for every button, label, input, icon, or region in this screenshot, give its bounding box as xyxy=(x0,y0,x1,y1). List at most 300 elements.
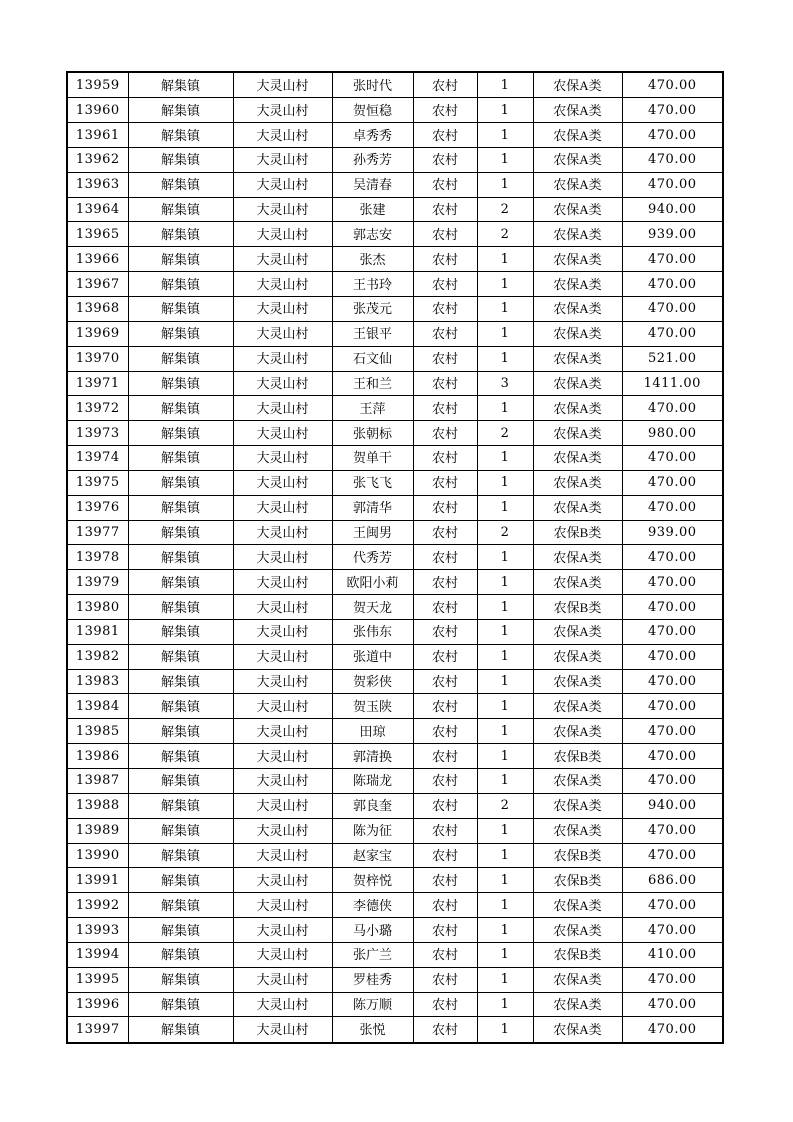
cell-town: 解集镇 xyxy=(128,446,233,471)
cell-person-count: 1 xyxy=(477,446,533,471)
cell-village: 大灵山村 xyxy=(233,570,332,595)
cell-town: 解集镇 xyxy=(128,545,233,570)
table-row xyxy=(67,595,723,620)
cell-serial-number: 13960 xyxy=(67,98,128,123)
cell-town: 解集镇 xyxy=(128,296,233,321)
cell-serial-number: 13981 xyxy=(67,619,128,644)
table-row xyxy=(67,1017,723,1043)
cell-insurance-category: 农保A类 xyxy=(533,918,622,943)
cell-serial-number: 13963 xyxy=(67,172,128,197)
cell-household-type: 农村 xyxy=(413,346,477,371)
cell-household-type: 农村 xyxy=(413,197,477,222)
cell-person-count: 2 xyxy=(477,520,533,545)
cell-insurance-category: 农保B类 xyxy=(533,942,622,967)
cell-household-type: 农村 xyxy=(413,545,477,570)
cell-insurance-category: 农保A类 xyxy=(533,619,622,644)
cell-person-count: 1 xyxy=(477,321,533,346)
cell-insurance-category: 农保A类 xyxy=(533,719,622,744)
cell-insurance-category: 农保A类 xyxy=(533,793,622,818)
cell-serial-number: 13987 xyxy=(67,769,128,794)
table-row xyxy=(67,98,723,123)
cell-serial-number: 13959 xyxy=(67,72,128,98)
table-row xyxy=(67,967,723,992)
cell-person-name: 贺天龙 xyxy=(332,595,413,620)
cell-household-type: 农村 xyxy=(413,644,477,669)
cell-serial-number: 13966 xyxy=(67,247,128,272)
cell-person-name: 贺彩侠 xyxy=(332,669,413,694)
cell-amount: 470.00 xyxy=(622,247,723,272)
cell-person-count: 2 xyxy=(477,793,533,818)
record-table-body xyxy=(67,72,723,1043)
cell-household-type: 农村 xyxy=(413,918,477,943)
cell-household-type: 农村 xyxy=(413,669,477,694)
cell-amount: 470.00 xyxy=(622,446,723,471)
cell-household-type: 农村 xyxy=(413,495,477,520)
cell-town: 解集镇 xyxy=(128,72,233,98)
cell-town: 解集镇 xyxy=(128,172,233,197)
cell-amount: 470.00 xyxy=(622,147,723,172)
cell-town: 解集镇 xyxy=(128,222,233,247)
cell-person-count: 1 xyxy=(477,769,533,794)
table-row xyxy=(67,396,723,421)
cell-household-type: 农村 xyxy=(413,396,477,421)
cell-person-count: 1 xyxy=(477,868,533,893)
cell-person-name: 张时代 xyxy=(332,72,413,98)
cell-person-count: 1 xyxy=(477,147,533,172)
table-row xyxy=(67,72,723,98)
cell-amount: 470.00 xyxy=(622,744,723,769)
cell-village: 大灵山村 xyxy=(233,72,332,98)
cell-village: 大灵山村 xyxy=(233,793,332,818)
table-row xyxy=(67,446,723,471)
cell-serial-number: 13989 xyxy=(67,818,128,843)
table-row xyxy=(67,992,723,1017)
cell-person-count: 1 xyxy=(477,346,533,371)
cell-village: 大灵山村 xyxy=(233,98,332,123)
cell-town: 解集镇 xyxy=(128,992,233,1017)
cell-household-type: 农村 xyxy=(413,520,477,545)
cell-amount: 686.00 xyxy=(622,868,723,893)
cell-village: 大灵山村 xyxy=(233,296,332,321)
cell-serial-number: 13974 xyxy=(67,446,128,471)
cell-person-count: 1 xyxy=(477,669,533,694)
table-row xyxy=(67,719,723,744)
cell-amount: 470.00 xyxy=(622,669,723,694)
cell-village: 大灵山村 xyxy=(233,396,332,421)
cell-insurance-category: 农保A类 xyxy=(533,247,622,272)
cell-serial-number: 13982 xyxy=(67,644,128,669)
cell-person-name: 王闽男 xyxy=(332,520,413,545)
table-row xyxy=(67,520,723,545)
table-row xyxy=(67,172,723,197)
cell-insurance-category: 农保B类 xyxy=(533,843,622,868)
cell-person-name: 张道中 xyxy=(332,644,413,669)
cell-amount: 470.00 xyxy=(622,893,723,918)
table-row xyxy=(67,570,723,595)
cell-village: 大灵山村 xyxy=(233,272,332,297)
cell-person-count: 1 xyxy=(477,918,533,943)
cell-town: 解集镇 xyxy=(128,247,233,272)
cell-village: 大灵山村 xyxy=(233,644,332,669)
cell-insurance-category: 农保A类 xyxy=(533,396,622,421)
cell-household-type: 农村 xyxy=(413,694,477,719)
cell-household-type: 农村 xyxy=(413,619,477,644)
cell-village: 大灵山村 xyxy=(233,446,332,471)
cell-amount: 470.00 xyxy=(622,321,723,346)
cell-person-count: 1 xyxy=(477,247,533,272)
cell-serial-number: 13997 xyxy=(67,1017,128,1043)
cell-amount: 470.00 xyxy=(622,992,723,1017)
cell-village: 大灵山村 xyxy=(233,669,332,694)
cell-serial-number: 13969 xyxy=(67,321,128,346)
cell-household-type: 农村 xyxy=(413,893,477,918)
cell-serial-number: 13990 xyxy=(67,843,128,868)
cell-person-name: 陈瑞龙 xyxy=(332,769,413,794)
cell-person-name: 王银平 xyxy=(332,321,413,346)
cell-serial-number: 13962 xyxy=(67,147,128,172)
cell-town: 解集镇 xyxy=(128,793,233,818)
cell-person-count: 1 xyxy=(477,545,533,570)
cell-insurance-category: 农保A类 xyxy=(533,495,622,520)
cell-household-type: 农村 xyxy=(413,371,477,396)
cell-person-count: 1 xyxy=(477,595,533,620)
cell-person-count: 2 xyxy=(477,222,533,247)
cell-serial-number: 13976 xyxy=(67,495,128,520)
cell-village: 大灵山村 xyxy=(233,868,332,893)
cell-household-type: 农村 xyxy=(413,570,477,595)
cell-person-name: 张建 xyxy=(332,197,413,222)
cell-amount: 940.00 xyxy=(622,197,723,222)
cell-amount: 470.00 xyxy=(622,1017,723,1043)
cell-household-type: 农村 xyxy=(413,769,477,794)
cell-household-type: 农村 xyxy=(413,98,477,123)
cell-person-name: 罗桂秀 xyxy=(332,967,413,992)
cell-amount: 470.00 xyxy=(622,123,723,148)
cell-person-name: 陈万顺 xyxy=(332,992,413,1017)
cell-town: 解集镇 xyxy=(128,346,233,371)
cell-household-type: 农村 xyxy=(413,843,477,868)
table-row xyxy=(67,545,723,570)
table-row xyxy=(67,843,723,868)
cell-serial-number: 13964 xyxy=(67,197,128,222)
cell-insurance-category: 农保A类 xyxy=(533,421,622,446)
cell-serial-number: 13992 xyxy=(67,893,128,918)
cell-town: 解集镇 xyxy=(128,98,233,123)
cell-serial-number: 13972 xyxy=(67,396,128,421)
cell-serial-number: 13968 xyxy=(67,296,128,321)
table-row xyxy=(67,346,723,371)
cell-amount: 470.00 xyxy=(622,296,723,321)
cell-serial-number: 13996 xyxy=(67,992,128,1017)
cell-town: 解集镇 xyxy=(128,1017,233,1043)
cell-amount: 470.00 xyxy=(622,843,723,868)
cell-serial-number: 13967 xyxy=(67,272,128,297)
cell-person-name: 贺梓悦 xyxy=(332,868,413,893)
cell-town: 解集镇 xyxy=(128,669,233,694)
cell-insurance-category: 农保A类 xyxy=(533,147,622,172)
cell-village: 大灵山村 xyxy=(233,967,332,992)
cell-insurance-category: 农保A类 xyxy=(533,272,622,297)
cell-insurance-category: 农保A类 xyxy=(533,446,622,471)
cell-person-count: 2 xyxy=(477,197,533,222)
table-row xyxy=(67,495,723,520)
cell-person-count: 1 xyxy=(477,470,533,495)
cell-household-type: 农村 xyxy=(413,321,477,346)
cell-serial-number: 13994 xyxy=(67,942,128,967)
cell-person-name: 张茂元 xyxy=(332,296,413,321)
table-row xyxy=(67,272,723,297)
cell-amount: 1411.00 xyxy=(622,371,723,396)
cell-insurance-category: 农保A类 xyxy=(533,570,622,595)
cell-serial-number: 13995 xyxy=(67,967,128,992)
cell-amount: 939.00 xyxy=(622,222,723,247)
cell-amount: 470.00 xyxy=(622,272,723,297)
table-row xyxy=(67,470,723,495)
cell-serial-number: 13977 xyxy=(67,520,128,545)
cell-person-count: 2 xyxy=(477,421,533,446)
cell-insurance-category: 农保A类 xyxy=(533,98,622,123)
cell-household-type: 农村 xyxy=(413,72,477,98)
cell-village: 大灵山村 xyxy=(233,992,332,1017)
cell-village: 大灵山村 xyxy=(233,719,332,744)
table-row xyxy=(67,123,723,148)
cell-town: 解集镇 xyxy=(128,321,233,346)
cell-town: 解集镇 xyxy=(128,570,233,595)
table-row xyxy=(67,371,723,396)
cell-town: 解集镇 xyxy=(128,272,233,297)
cell-household-type: 农村 xyxy=(413,942,477,967)
cell-serial-number: 13983 xyxy=(67,669,128,694)
cell-person-count: 1 xyxy=(477,967,533,992)
cell-serial-number: 13965 xyxy=(67,222,128,247)
cell-serial-number: 13978 xyxy=(67,545,128,570)
cell-person-count: 1 xyxy=(477,123,533,148)
cell-village: 大灵山村 xyxy=(233,321,332,346)
cell-village: 大灵山村 xyxy=(233,818,332,843)
cell-village: 大灵山村 xyxy=(233,172,332,197)
cell-person-count: 1 xyxy=(477,843,533,868)
cell-person-name: 吴清春 xyxy=(332,172,413,197)
cell-person-name: 郭良奎 xyxy=(332,793,413,818)
cell-insurance-category: 农保A类 xyxy=(533,769,622,794)
cell-insurance-category: 农保A类 xyxy=(533,1017,622,1043)
table-row xyxy=(67,694,723,719)
cell-town: 解集镇 xyxy=(128,396,233,421)
cell-serial-number: 13986 xyxy=(67,744,128,769)
cell-person-name: 李德侠 xyxy=(332,893,413,918)
cell-village: 大灵山村 xyxy=(233,495,332,520)
cell-amount: 980.00 xyxy=(622,421,723,446)
cell-insurance-category: 农保A类 xyxy=(533,818,622,843)
cell-insurance-category: 农保B类 xyxy=(533,595,622,620)
cell-town: 解集镇 xyxy=(128,197,233,222)
cell-household-type: 农村 xyxy=(413,272,477,297)
cell-person-name: 代秀芳 xyxy=(332,545,413,570)
cell-village: 大灵山村 xyxy=(233,470,332,495)
cell-insurance-category: 农保B类 xyxy=(533,520,622,545)
cell-village: 大灵山村 xyxy=(233,545,332,570)
cell-person-name: 贺玉陕 xyxy=(332,694,413,719)
cell-person-count: 1 xyxy=(477,694,533,719)
cell-insurance-category: 农保A类 xyxy=(533,967,622,992)
cell-person-name: 张杰 xyxy=(332,247,413,272)
table-row xyxy=(67,868,723,893)
cell-insurance-category: 农保A类 xyxy=(533,197,622,222)
cell-serial-number: 13988 xyxy=(67,793,128,818)
cell-serial-number: 13971 xyxy=(67,371,128,396)
cell-person-name: 马小璐 xyxy=(332,918,413,943)
cell-village: 大灵山村 xyxy=(233,843,332,868)
cell-household-type: 农村 xyxy=(413,470,477,495)
cell-person-count: 1 xyxy=(477,1017,533,1043)
cell-amount: 470.00 xyxy=(622,595,723,620)
cell-serial-number: 13984 xyxy=(67,694,128,719)
cell-household-type: 农村 xyxy=(413,222,477,247)
cell-town: 解集镇 xyxy=(128,719,233,744)
cell-household-type: 农村 xyxy=(413,967,477,992)
cell-insurance-category: 农保A类 xyxy=(533,694,622,719)
cell-village: 大灵山村 xyxy=(233,619,332,644)
cell-person-count: 3 xyxy=(477,371,533,396)
cell-person-name: 张飞飞 xyxy=(332,470,413,495)
table-row xyxy=(67,744,723,769)
cell-amount: 470.00 xyxy=(622,644,723,669)
cell-amount: 410.00 xyxy=(622,942,723,967)
cell-town: 解集镇 xyxy=(128,470,233,495)
table-row xyxy=(67,769,723,794)
cell-amount: 470.00 xyxy=(622,396,723,421)
cell-amount: 470.00 xyxy=(622,918,723,943)
cell-person-count: 1 xyxy=(477,72,533,98)
table-row xyxy=(67,918,723,943)
cell-household-type: 农村 xyxy=(413,793,477,818)
cell-town: 解集镇 xyxy=(128,644,233,669)
table-row xyxy=(67,247,723,272)
cell-serial-number: 13973 xyxy=(67,421,128,446)
cell-town: 解集镇 xyxy=(128,818,233,843)
cell-town: 解集镇 xyxy=(128,520,233,545)
cell-town: 解集镇 xyxy=(128,769,233,794)
cell-person-name: 欧阳小莉 xyxy=(332,570,413,595)
cell-person-count: 1 xyxy=(477,744,533,769)
cell-person-count: 1 xyxy=(477,893,533,918)
cell-village: 大灵山村 xyxy=(233,520,332,545)
cell-insurance-category: 农保A类 xyxy=(533,992,622,1017)
cell-town: 解集镇 xyxy=(128,868,233,893)
cell-household-type: 农村 xyxy=(413,147,477,172)
cell-person-name: 张朝标 xyxy=(332,421,413,446)
cell-village: 大灵山村 xyxy=(233,1017,332,1043)
cell-person-count: 1 xyxy=(477,644,533,669)
cell-village: 大灵山村 xyxy=(233,694,332,719)
cell-town: 解集镇 xyxy=(128,147,233,172)
cell-household-type: 农村 xyxy=(413,868,477,893)
table-row xyxy=(67,197,723,222)
cell-amount: 470.00 xyxy=(622,98,723,123)
cell-town: 解集镇 xyxy=(128,942,233,967)
cell-town: 解集镇 xyxy=(128,744,233,769)
cell-household-type: 农村 xyxy=(413,123,477,148)
cell-insurance-category: 农保B类 xyxy=(533,744,622,769)
cell-insurance-category: 农保A类 xyxy=(533,470,622,495)
cell-person-name: 王和兰 xyxy=(332,371,413,396)
cell-insurance-category: 农保A类 xyxy=(533,669,622,694)
cell-village: 大灵山村 xyxy=(233,247,332,272)
cell-town: 解集镇 xyxy=(128,495,233,520)
cell-insurance-category: 农保A类 xyxy=(533,371,622,396)
cell-person-count: 1 xyxy=(477,296,533,321)
cell-person-name: 郭清换 xyxy=(332,744,413,769)
cell-amount: 470.00 xyxy=(622,967,723,992)
cell-village: 大灵山村 xyxy=(233,744,332,769)
cell-town: 解集镇 xyxy=(128,694,233,719)
cell-person-count: 1 xyxy=(477,396,533,421)
cell-amount: 470.00 xyxy=(622,570,723,595)
cell-insurance-category: 农保B类 xyxy=(533,868,622,893)
cell-serial-number: 13980 xyxy=(67,595,128,620)
cell-insurance-category: 农保A类 xyxy=(533,72,622,98)
cell-person-count: 1 xyxy=(477,495,533,520)
cell-person-name: 卓秀秀 xyxy=(332,123,413,148)
cell-insurance-category: 农保A类 xyxy=(533,222,622,247)
cell-insurance-category: 农保A类 xyxy=(533,321,622,346)
cell-household-type: 农村 xyxy=(413,992,477,1017)
cell-person-name: 张伟东 xyxy=(332,619,413,644)
cell-town: 解集镇 xyxy=(128,619,233,644)
cell-village: 大灵山村 xyxy=(233,769,332,794)
cell-village: 大灵山村 xyxy=(233,918,332,943)
cell-serial-number: 13961 xyxy=(67,123,128,148)
cell-household-type: 农村 xyxy=(413,1017,477,1043)
cell-village: 大灵山村 xyxy=(233,421,332,446)
cell-amount: 470.00 xyxy=(622,495,723,520)
table-row xyxy=(67,644,723,669)
cell-amount: 470.00 xyxy=(622,72,723,98)
cell-amount: 470.00 xyxy=(622,470,723,495)
cell-person-count: 1 xyxy=(477,619,533,644)
cell-person-name: 孙秀芳 xyxy=(332,147,413,172)
cell-town: 解集镇 xyxy=(128,843,233,868)
cell-household-type: 农村 xyxy=(413,595,477,620)
cell-town: 解集镇 xyxy=(128,595,233,620)
cell-amount: 470.00 xyxy=(622,545,723,570)
cell-insurance-category: 农保A类 xyxy=(533,296,622,321)
cell-household-type: 农村 xyxy=(413,446,477,471)
table-row xyxy=(67,942,723,967)
cell-serial-number: 13991 xyxy=(67,868,128,893)
cell-serial-number: 13993 xyxy=(67,918,128,943)
cell-person-name: 张悦 xyxy=(332,1017,413,1043)
cell-household-type: 农村 xyxy=(413,172,477,197)
cell-person-name: 王书玲 xyxy=(332,272,413,297)
table-row xyxy=(67,321,723,346)
cell-person-count: 1 xyxy=(477,942,533,967)
cell-person-name: 贺单干 xyxy=(332,446,413,471)
table-row xyxy=(67,296,723,321)
cell-person-name: 张广兰 xyxy=(332,942,413,967)
table-row xyxy=(67,893,723,918)
cell-village: 大灵山村 xyxy=(233,147,332,172)
cell-amount: 470.00 xyxy=(622,818,723,843)
cell-person-count: 1 xyxy=(477,992,533,1017)
cell-village: 大灵山村 xyxy=(233,197,332,222)
cell-household-type: 农村 xyxy=(413,719,477,744)
cell-town: 解集镇 xyxy=(128,421,233,446)
cell-person-name: 石文仙 xyxy=(332,346,413,371)
cell-household-type: 农村 xyxy=(413,744,477,769)
cell-village: 大灵山村 xyxy=(233,942,332,967)
cell-serial-number: 13975 xyxy=(67,470,128,495)
